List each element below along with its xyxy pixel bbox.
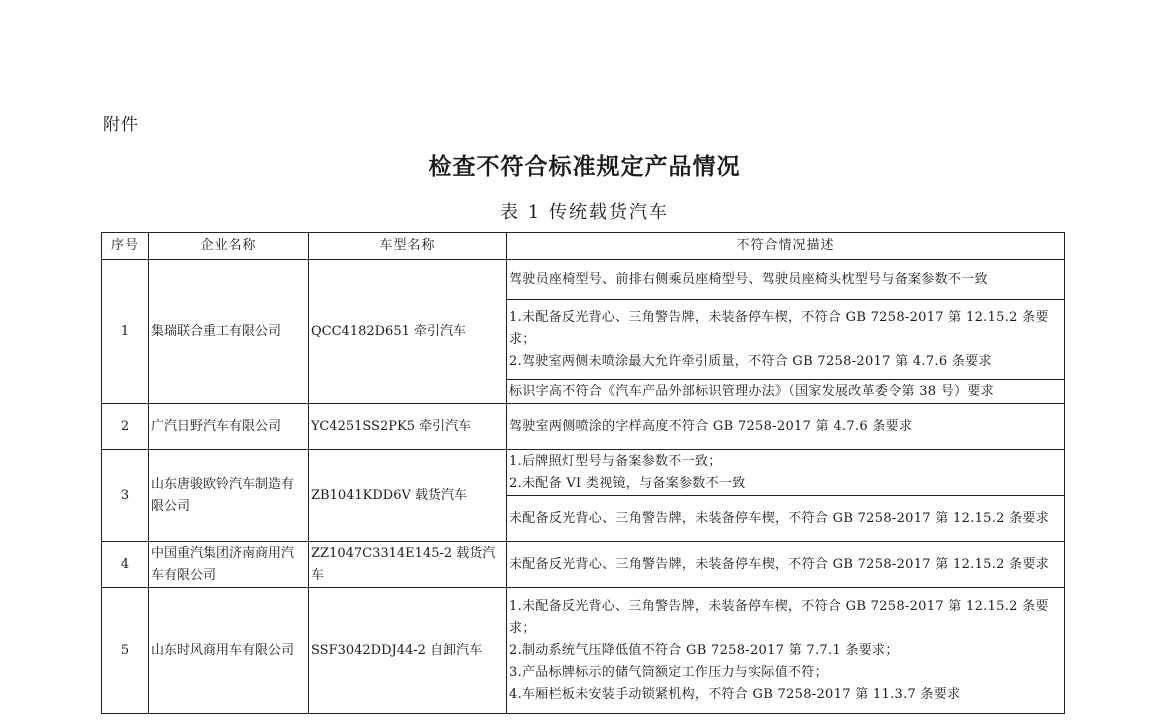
row-number: 4 — [102, 542, 149, 588]
table-caption: 表 1 传统载货汽车 — [500, 202, 669, 223]
company-name: 集瑞联合重工有限公司 — [149, 260, 309, 404]
company-name: 广汽日野汽车有限公司 — [149, 404, 309, 450]
description-line: 1.未配备反光背心、三角警告牌，未装备停车楔，不符合 GB 7258-2017 第 12.15.2 条要求； — [509, 598, 1049, 636]
model-name: ZZ1047C3314E145-2 载货汽车 — [309, 542, 507, 588]
header-company: 企业名称 — [149, 233, 309, 260]
table-body — [102, 260, 1065, 714]
description-line: 标识字高不符合《汽车产品外部标识管理办法》（国家发展改革委令第 38 号）要求 — [509, 383, 995, 399]
nonconformity-description — [507, 404, 1065, 450]
row-number: 2 — [102, 404, 149, 450]
description-line: 2.驾驶室两侧未喷涂最大允许牵引质量，不符合 GB 7258-2017 第 4.7.6 条要求 — [509, 353, 992, 369]
description-line: 未配备反光背心、三角警告牌，未装备停车楔，不符合 GB 7258-2017 第 12.15.2 条要求 — [509, 556, 1050, 572]
nonconformity-table — [101, 232, 1065, 714]
nonconformity-description — [507, 450, 1065, 496]
header-description: 不符合情况描述 — [507, 233, 1065, 260]
table-header-row — [102, 233, 1065, 260]
table-row — [102, 588, 1065, 714]
model-name: YC4251SS2PK5 牵引汽车 — [309, 404, 507, 450]
row-number: 5 — [102, 588, 149, 714]
nonconformity-description — [507, 588, 1065, 714]
table-row — [102, 260, 1065, 300]
description-line: 驾驶室两侧喷涂的字样高度不符合 GB 7258-2017 第 4.7.6 条要求 — [509, 418, 913, 434]
header-model: 车型名称 — [309, 233, 507, 260]
description-line: 2.制动系统气压降低值不符合 GB 7258-2017 第 7.7.1 条要求； — [509, 642, 899, 658]
nonconformity-description — [507, 542, 1065, 588]
nonconformity-description — [507, 300, 1065, 380]
company-name: 山东时风商用车有限公司 — [149, 588, 309, 714]
description-line: 驾驶员座椅型号、前排右侧乘员座椅型号、驾驶员座椅头枕型号与备案参数不一致 — [509, 271, 988, 287]
annex-label: 附件 — [103, 115, 139, 135]
model-name: SSF3042DDJ44-2 自卸汽车 — [309, 588, 507, 714]
description-line: 1.后牌照灯型号与备案参数不一致； — [509, 453, 722, 469]
table-row — [102, 542, 1065, 588]
document-title: 检查不符合标准规定产品情况 — [428, 153, 741, 180]
row-number: 1 — [102, 260, 149, 404]
table-row — [102, 450, 1065, 496]
nonconformity-description — [507, 380, 1065, 404]
row-number: 3 — [102, 450, 149, 542]
nonconformity-description — [507, 496, 1065, 542]
company-name: 山东唐骏欧铃汽车制造有限公司 — [149, 450, 309, 542]
company-name: 中国重汽集团济南商用汽车有限公司 — [149, 542, 309, 588]
header-no: 序号 — [102, 233, 149, 260]
description-line: 4.车厢栏板未安装手动锁紧机构，不符合 GB 7258-2017 第 11.3.7 条要求 — [509, 686, 961, 702]
description-line: 3.产品标牌标示的储气筒额定工作压力与实际值不符； — [509, 664, 828, 680]
table-row — [102, 404, 1065, 450]
model-name: ZB1041KDD6V 载货汽车 — [309, 450, 507, 542]
description-line: 未配备反光背心、三角警告牌，未装备停车楔，不符合 GB 7258-2017 第 12.15.2 条要求 — [509, 510, 1050, 526]
description-line: 1.未配备反光背心、三角警告牌，未装备停车楔，不符合 GB 7258-2017 第 12.15.2 条要求； — [509, 309, 1049, 347]
description-line: 2.未配备 VI 类视镜，与备案参数不一致 — [509, 475, 746, 491]
nonconformity-description — [507, 260, 1065, 300]
model-name: QCC4182D651 牵引汽车 — [309, 260, 507, 404]
